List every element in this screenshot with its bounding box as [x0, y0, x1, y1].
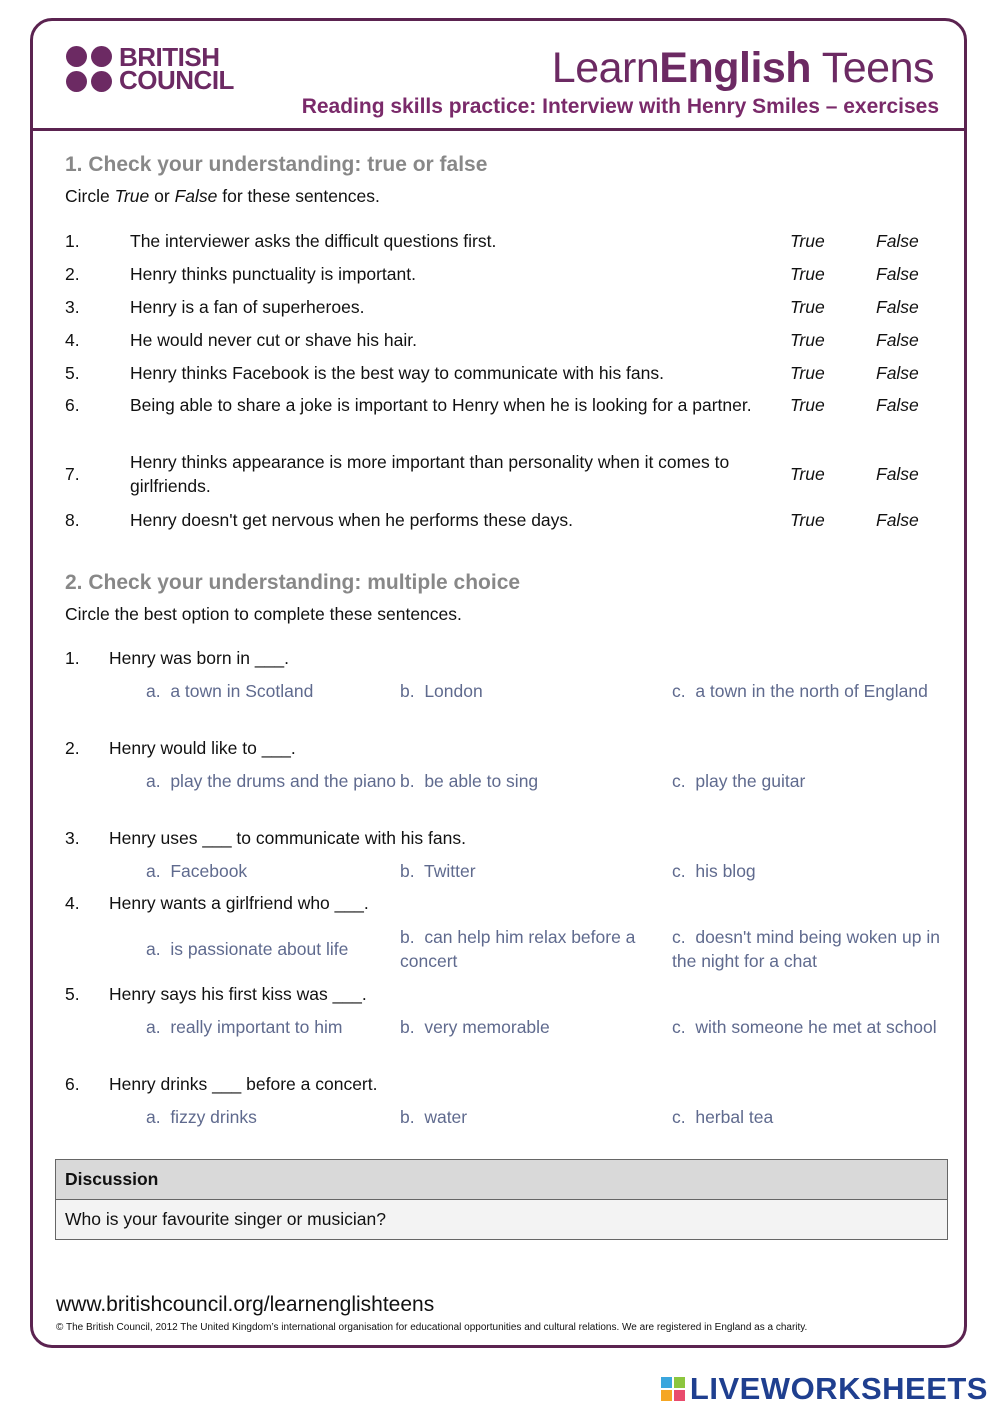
british-council-logo: [66, 42, 234, 95]
mc-option-b[interactable]: b. can help him relax before a concert: [400, 927, 641, 971]
mc-option-a[interactable]: a. fizzy drinks: [146, 1107, 257, 1127]
brand-teens: Teens: [811, 44, 934, 92]
tf-item-1: 1. The interviewer asks the difficult questions first. True False: [65, 230, 919, 251]
tf-item-4: 4. He would never cut or shave his hair. True False: [65, 329, 919, 350]
mc-options-6: [146, 1105, 946, 1129]
mc-option-c[interactable]: c. doesn't mind being woken up in the night for a chat: [672, 927, 945, 971]
liveworksheets-text: LIVEWORKSHEETS: [689, 1371, 988, 1406]
section1-heading: 1. Check your understanding: true or false: [65, 153, 488, 176]
mc-option-a[interactable]: a. a town in Scotland: [146, 681, 314, 701]
tf-true-option[interactable]: True: [790, 509, 825, 530]
logo-line-1: BRITISH: [119, 42, 220, 72]
mc-option-a[interactable]: a. play the drums and the piano: [146, 771, 397, 791]
tf-item-7: 7. Henry thinks appearance is more important than personality when it comes to girlfriends. True False: [65, 452, 919, 496]
mc-option-c[interactable]: c. play the guitar: [672, 771, 806, 791]
tf-false-option[interactable]: False: [876, 263, 919, 284]
tf-true-option[interactable]: True: [790, 263, 825, 284]
mc-options-5: [146, 1015, 946, 1039]
mc-question-4: 4. Henry wants a girlfriend who ___.: [65, 893, 369, 913]
mc-question-2: 2. Henry would like to ___.: [65, 738, 296, 758]
tf-true-option[interactable]: True: [790, 394, 825, 415]
learnenglish-teens-logo: [552, 44, 934, 93]
tf-true-option[interactable]: True: [790, 329, 825, 350]
mc-question-6: 6. Henry drinks ___ before a concert.: [65, 1074, 378, 1094]
section2-instruction: Circle the best option to complete these sentences.: [65, 604, 462, 624]
mc-option-c[interactable]: c. a town in the north of England: [672, 681, 928, 701]
mc-question-5: 5. Henry says his first kiss was ___.: [65, 984, 367, 1004]
tf-item-6: 6. Being able to share a joke is important to Henry when he is looking for a partner. True False: [65, 394, 919, 415]
mc-options-1: [146, 679, 946, 703]
british-council-dots-icon: [66, 46, 112, 92]
mc-question-1: 1. Henry was born in ___.: [65, 648, 289, 668]
mc-option-c[interactable]: c. his blog: [672, 861, 756, 881]
logo-line-2: COUNCIL: [119, 65, 234, 95]
footer-copyright: © The British Council, 2012 The United Kingdom’s international organisation for educational opportunities and cultural relations. We are registered in England as a charity.: [56, 1322, 808, 1333]
liveworksheets-blocks-icon: [661, 1377, 685, 1401]
header-divider: [30, 128, 967, 131]
mc-option-b[interactable]: b. water: [400, 1107, 468, 1127]
mc-option-a[interactable]: a. is passionate about life: [146, 939, 349, 959]
discussion-box: [55, 1159, 948, 1240]
liveworksheets-watermark: [661, 1371, 988, 1407]
discussion-question: Who is your favourite singer or musician?: [56, 1200, 947, 1239]
tf-true-option[interactable]: True: [790, 230, 825, 251]
mc-question-3: 3. Henry uses ___ to communicate with his fans.: [65, 828, 466, 848]
tf-false-option[interactable]: False: [876, 394, 919, 415]
tf-false-option[interactable]: False: [876, 509, 919, 530]
tf-true-option[interactable]: True: [790, 296, 825, 317]
tf-item-2: 2. Henry thinks punctuality is important. True False: [65, 263, 919, 284]
tf-item-8: 8. Henry doesn't get nervous when he performs these days. True False: [65, 509, 919, 530]
tf-false-option[interactable]: False: [876, 362, 919, 383]
mc-option-b[interactable]: b. London: [400, 681, 483, 701]
tf-false-option[interactable]: False: [876, 463, 919, 484]
section2-heading: 2. Check your understanding: multiple choice: [65, 571, 521, 594]
mc-options-3: [146, 859, 946, 883]
brand-learn: Learn: [551, 44, 660, 92]
brand-english: English: [659, 44, 812, 92]
mc-option-c[interactable]: c. herbal tea: [672, 1107, 774, 1127]
mc-option-b[interactable]: b. be able to sing: [400, 771, 539, 791]
tf-item-5: 5. Henry thinks Facebook is the best way to communicate with his fans. True False: [65, 362, 919, 383]
tf-false-option[interactable]: False: [876, 329, 919, 350]
section1-instruction: Circle True or False for these sentences.: [65, 186, 380, 206]
discussion-heading: Discussion: [56, 1160, 947, 1200]
footer-url[interactable]: www.britishcouncil.org/learnenglishteens: [56, 1293, 435, 1316]
tf-true-option[interactable]: True: [790, 463, 825, 484]
tf-item-3: 3. Henry is a fan of superheroes. True False: [65, 296, 919, 317]
mc-options-2: [146, 769, 946, 793]
tf-false-option[interactable]: False: [876, 296, 919, 317]
tf-false-option[interactable]: False: [876, 230, 919, 251]
worksheet-subtitle: Reading skills practice: Interview with Henry Smiles – exercises: [301, 95, 939, 118]
mc-option-b[interactable]: b. Twitter: [400, 861, 476, 881]
mc-option-c[interactable]: c. with someone he met at school: [672, 1017, 937, 1037]
mc-option-b[interactable]: b. very memorable: [400, 1017, 550, 1037]
tf-true-option[interactable]: True: [790, 362, 825, 383]
mc-options-4: [146, 925, 946, 973]
mc-option-a[interactable]: a. really important to him: [146, 1017, 343, 1037]
mc-option-a[interactable]: a. Facebook: [146, 861, 248, 881]
